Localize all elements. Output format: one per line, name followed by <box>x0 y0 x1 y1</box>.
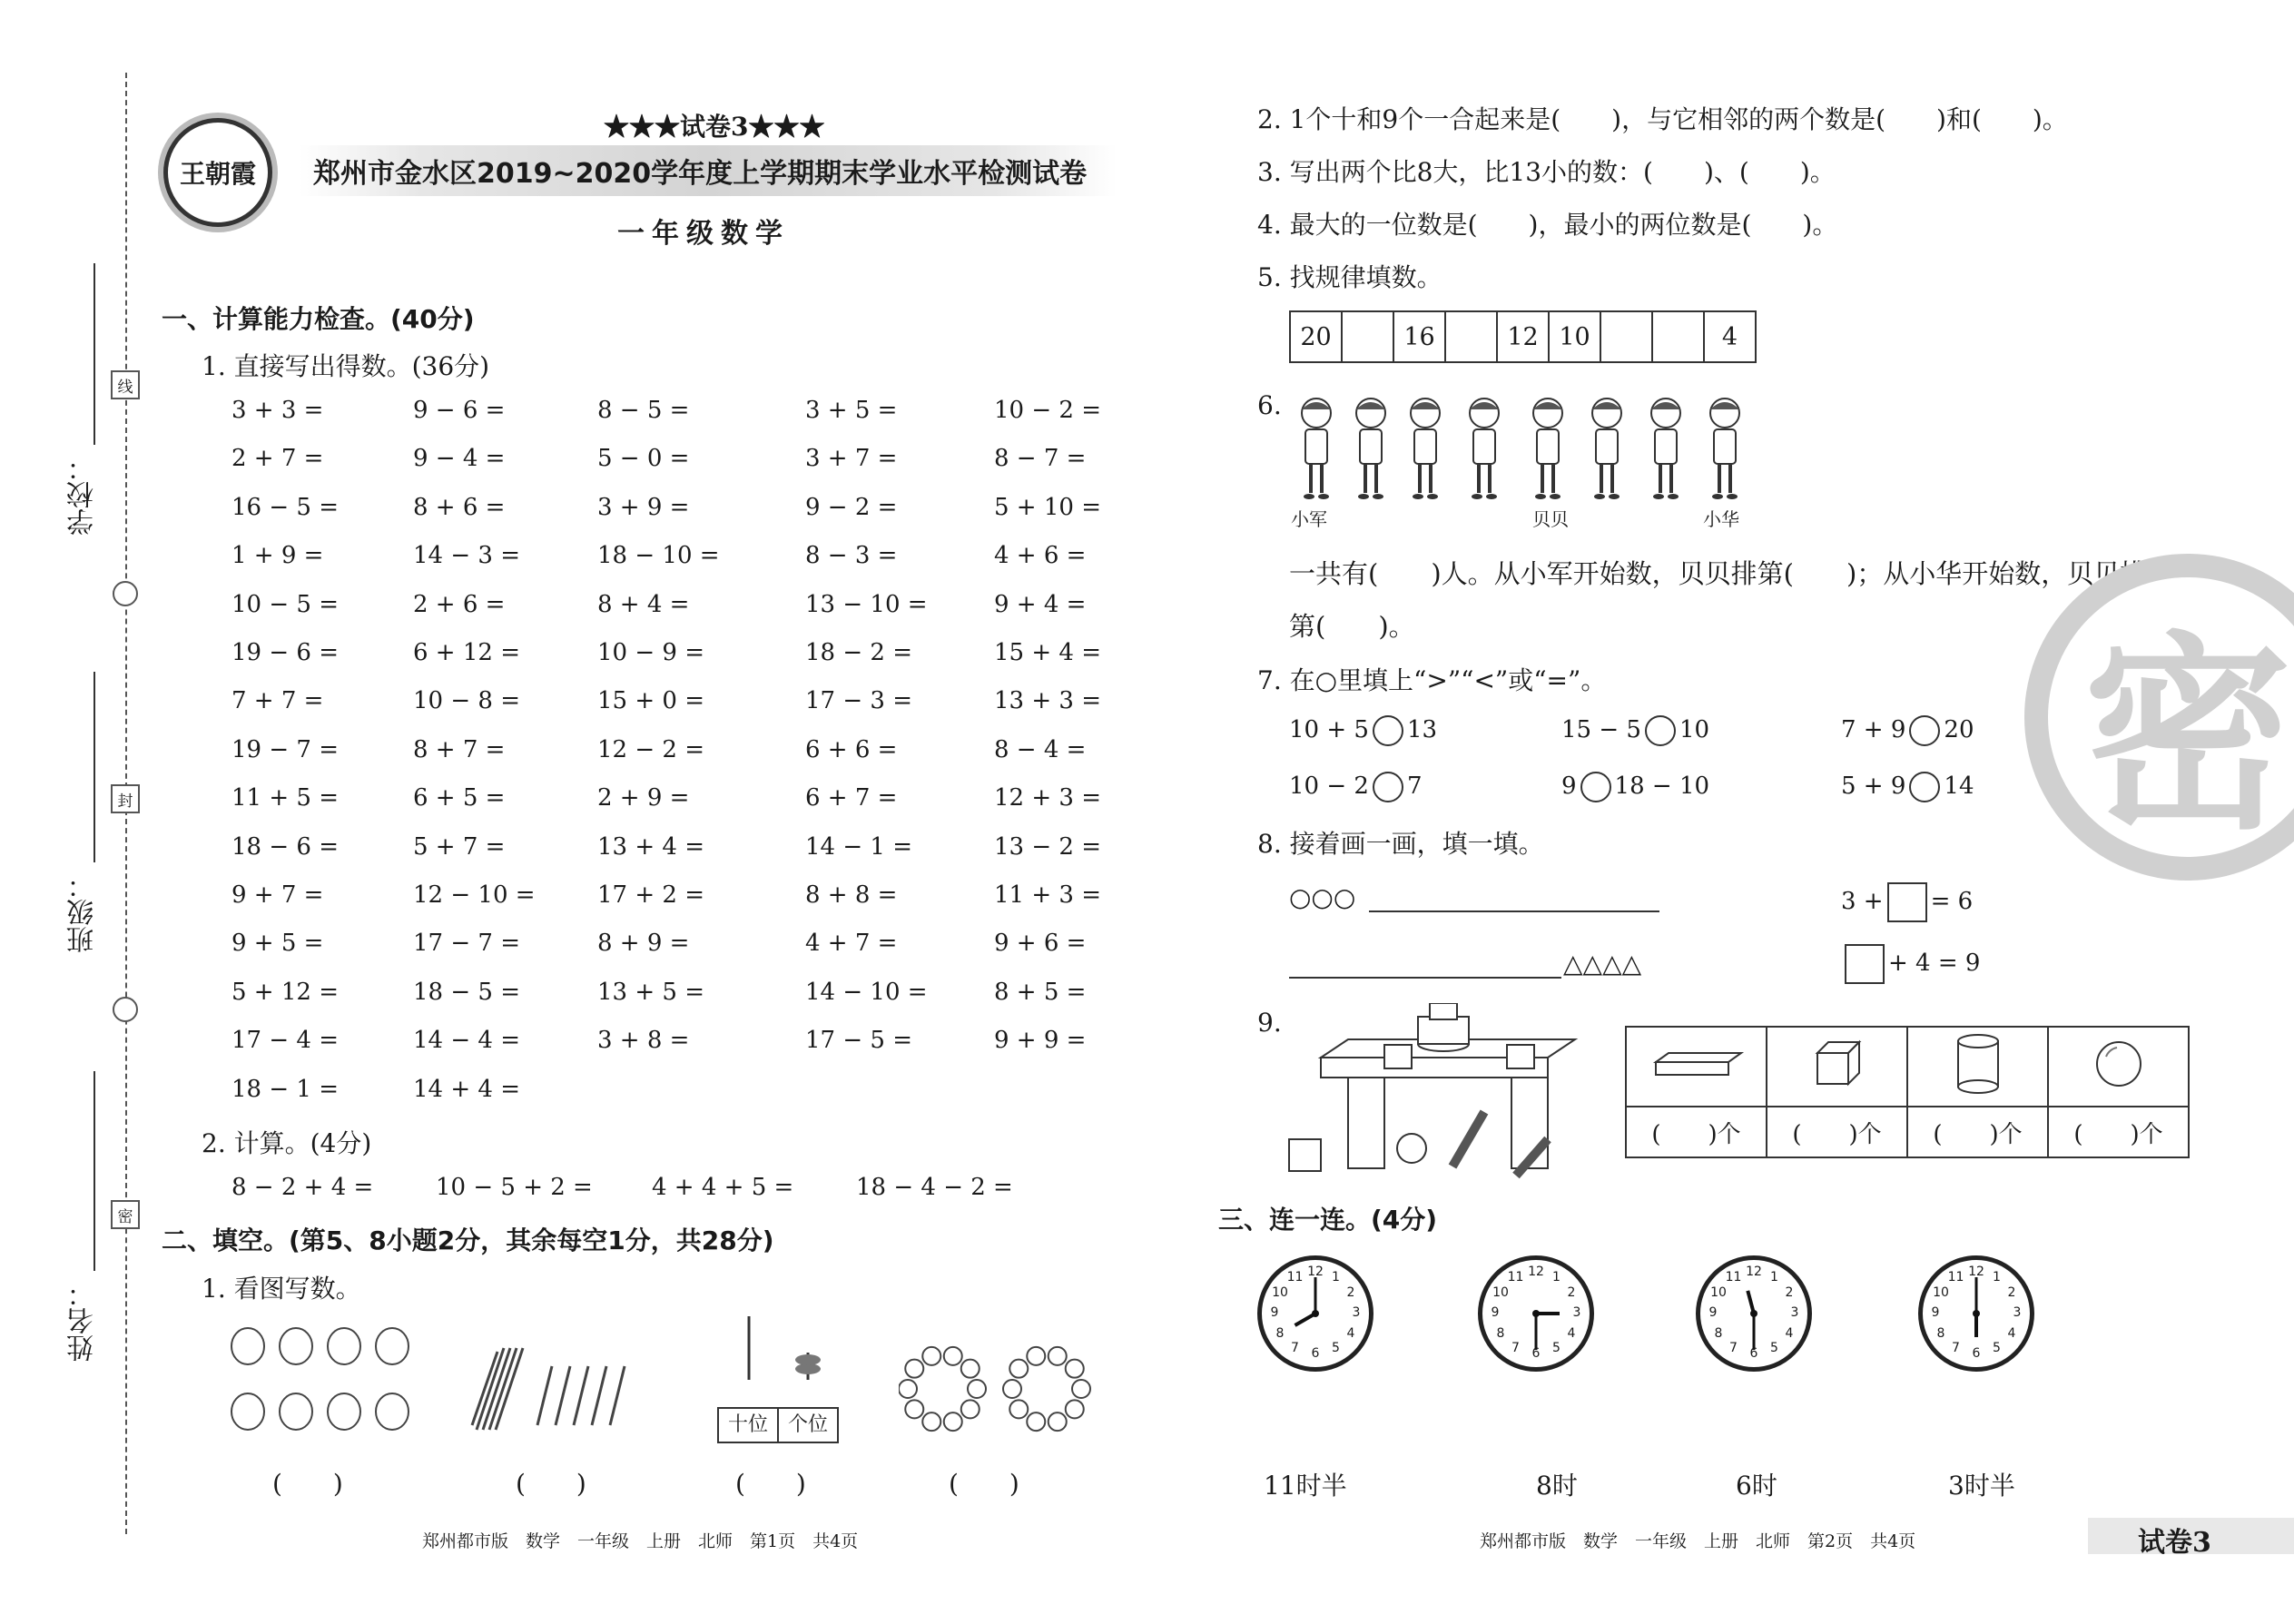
binding-knot-icon <box>113 997 138 1022</box>
compare-circle[interactable] <box>1373 772 1403 802</box>
calc-item: 19 − 7 = <box>231 735 339 763</box>
calc-item: 14 − 1 = <box>805 832 912 861</box>
publisher-logo: 王朝霞 <box>163 118 272 227</box>
calc-item: 4 + 6 = <box>994 542 1087 570</box>
section-2-title: 二、填空。(第5、8小题2分，其余每空1分，共28分) <box>162 1225 774 1255</box>
q2-8: 8. 接着画一画，填一填。 <box>1257 829 1544 859</box>
calc-item: 3 + 3 = <box>231 397 324 424</box>
calc-item: 9 + 5 = <box>231 930 324 958</box>
child-figure-icon <box>1528 395 1566 504</box>
calc-item: 6 + 5 = <box>413 784 506 812</box>
calc-item: 18 − 10 = <box>597 542 720 570</box>
child-figure-icon <box>1587 395 1625 504</box>
compare-circle[interactable] <box>1580 772 1611 802</box>
mixed-calc-1: 8 − 2 + 4 = <box>231 1174 374 1201</box>
cylinder-icon <box>1907 1027 2048 1107</box>
seal-char-xian: 线 <box>111 370 140 399</box>
q2-6-number: 6. <box>1257 390 1282 420</box>
q2-4: 4. 最大的一位数是( )，最小的两位数是( )。 <box>1257 210 1838 240</box>
clock-face-icon[interactable]: 1 2 3 4 5 6 7 8 9 10 11 12 <box>1257 1255 1373 1372</box>
child-figure-icon <box>1296 395 1334 504</box>
abacus-picture <box>717 1316 844 1380</box>
blank-beads[interactable]: ( ) <box>949 1469 1019 1499</box>
calc-item: 18 − 6 = <box>231 832 339 861</box>
calc-item: 3 + 7 = <box>805 445 898 473</box>
q2-9-number: 9. <box>1257 1008 1282 1038</box>
exam-number: ★★★试卷3★★★ <box>604 112 825 142</box>
compare-3: 7 + 9 20 <box>1841 715 1974 746</box>
calc-item: 10 − 5 = <box>231 590 339 618</box>
class-write-line <box>94 672 95 862</box>
calc-item: 9 + 4 = <box>994 590 1087 618</box>
calc-item: 9 − 2 = <box>805 493 898 521</box>
child-figure-icon <box>1646 395 1684 504</box>
calc-item: 9 − 6 = <box>413 397 506 424</box>
calc-item: 11 + 5 = <box>231 784 339 812</box>
q2-7: 7. 在○里填上“>”“<”或“=”。 <box>1257 665 1607 695</box>
sphere-icon <box>2048 1027 2189 1107</box>
q2-3: 3. 写出两个比8大，比13小的数：( )、( )。 <box>1257 157 1836 187</box>
calc-item: 17 − 7 = <box>413 930 520 958</box>
calc-item: 9 + 7 = <box>231 881 324 909</box>
blank-abacus[interactable]: ( ) <box>735 1469 806 1499</box>
calc-item: 1 + 9 = <box>231 542 324 570</box>
footer-right: 郑州都市版 数学 一年级 上册 北师 第2页 共4页 <box>1480 1531 1916 1551</box>
calc-item: 4 + 7 = <box>805 930 898 958</box>
triangle-pattern: △△△△ <box>1563 949 1642 979</box>
compare-1: 10 + 5 13 <box>1289 715 1437 746</box>
sequence-cell: 20 <box>1290 311 1342 362</box>
pattern-sequence-table <box>1289 310 1757 363</box>
circle-draw-line[interactable] <box>1369 910 1659 912</box>
name-write-line <box>94 1071 95 1271</box>
sequence-cell[interactable] <box>1600 311 1652 362</box>
calc-item: 15 + 0 = <box>597 687 704 715</box>
chicks-picture <box>225 1321 416 1439</box>
calc-item: 10 − 2 = <box>994 397 1101 424</box>
exam-title: 郑州市金水区2019~2020学年度上学期期末学业水平检测试卷 <box>313 158 1088 190</box>
sequence-cell[interactable] <box>1445 311 1497 362</box>
time-label-2[interactable]: 8时 <box>1536 1471 1578 1501</box>
calc-item: 15 + 4 = <box>994 639 1101 666</box>
calc-item: 10 − 8 = <box>413 687 520 715</box>
calc-item: 8 + 6 = <box>413 493 506 521</box>
clock-face-icon[interactable]: 1 2 3 4 5 6 7 8 9 10 11 12 <box>1478 1255 1594 1372</box>
name-beibei: 贝贝 <box>1532 508 1569 530</box>
compare-circle[interactable] <box>1373 715 1403 746</box>
calc-item: 8 + 8 = <box>805 881 898 909</box>
fill-eq-1: 3 + = 6 <box>1841 882 1973 922</box>
calc-item: 10 − 9 = <box>597 639 704 666</box>
compare-2: 15 − 5 10 <box>1561 715 1709 746</box>
q2-1-title: 1. 看图写数。 <box>202 1274 361 1304</box>
calc-item: 14 − 10 = <box>805 978 928 1006</box>
calc-item: 14 − 3 = <box>413 542 520 570</box>
calc-item: 6 + 12 = <box>413 639 520 666</box>
calc-item: 2 + 9 = <box>597 784 690 812</box>
count-cuboid[interactable]: ( )个 <box>1626 1107 1767 1157</box>
calc-item: 13 + 4 = <box>597 832 704 861</box>
sequence-cell: 16 <box>1393 311 1445 362</box>
class-label: 班级： <box>67 871 99 953</box>
section-3-title: 三、连一连。(4分) <box>1218 1205 1438 1235</box>
circle-pattern: ○○○ <box>1289 882 1356 912</box>
calc-item: 5 + 12 = <box>231 978 339 1006</box>
watermark-seal: 密 <box>2024 554 2294 881</box>
q2-2: 2. 1个十和9个一合起来是( )，与它相邻的两个数是( )和( )。 <box>1257 104 2068 134</box>
blocks-picture <box>1285 1003 1593 1185</box>
calc-item: 16 − 5 = <box>231 493 339 521</box>
bead-rings-picture <box>899 1339 1098 1439</box>
blank-chicks[interactable]: ( ) <box>272 1469 343 1499</box>
calc-item: 5 − 0 = <box>597 445 690 473</box>
calc-item: 13 − 10 = <box>805 590 928 618</box>
ones-label: 个位 <box>787 1413 828 1436</box>
calc-item: 8 − 3 = <box>805 542 898 570</box>
time-label-3[interactable]: 6时 <box>1736 1471 1777 1501</box>
footer-left: 郑州都市版 数学 一年级 上册 北师 第1页 共4页 <box>422 1531 859 1551</box>
calc-item: 5 + 10 = <box>994 493 1101 521</box>
calc-item: 19 − 6 = <box>231 639 339 666</box>
sequence-cell[interactable] <box>1342 311 1393 362</box>
calc-item: 12 + 3 = <box>994 784 1101 812</box>
calc-item: 13 + 5 = <box>597 978 704 1006</box>
q2-6-text-line1: 一共有( )人。从小军开始数，贝贝排第( )；从小华开始数，贝贝排 <box>1289 558 2147 589</box>
cuboid-icon <box>1626 1027 1767 1107</box>
answer-box[interactable] <box>1845 944 1885 984</box>
triangle-draw-line[interactable] <box>1289 977 1561 979</box>
section-1-title: 一、计算能力检查。(40分) <box>162 304 475 334</box>
name-xiaohua: 小华 <box>1703 508 1739 530</box>
child-figure-icon <box>1351 395 1389 504</box>
cube-icon <box>1767 1027 1907 1107</box>
calc-item: 17 + 2 = <box>597 881 704 909</box>
abacus-label-box <box>717 1407 839 1443</box>
calc-item: 14 − 4 = <box>413 1027 520 1055</box>
calc-item: 18 − 1 = <box>231 1075 339 1103</box>
child-figure-icon <box>1464 395 1502 504</box>
calc-item: 14 + 4 = <box>413 1075 520 1103</box>
child-figure-icon <box>1705 395 1743 504</box>
clock-face-icon[interactable]: 1 2 3 4 5 6 7 8 9 10 11 12 <box>1918 1255 2034 1372</box>
calc-item: 9 + 9 = <box>994 1027 1087 1055</box>
calc-item: 17 − 5 = <box>805 1027 912 1055</box>
blank-sticks[interactable]: ( ) <box>516 1469 586 1499</box>
child-figure-icon <box>1405 395 1443 504</box>
count-sphere[interactable]: ( )个 <box>2048 1107 2189 1157</box>
calc-item: 8 + 4 = <box>597 590 690 618</box>
calc-item: 11 + 3 = <box>994 881 1101 909</box>
mixed-calc-4: 18 − 4 − 2 = <box>856 1174 1013 1201</box>
calc-item: 3 + 9 = <box>597 493 690 521</box>
school-label: 学校： <box>67 454 99 536</box>
calc-item: 2 + 6 = <box>413 590 506 618</box>
answer-box[interactable] <box>1887 882 1927 922</box>
calc-item: 6 + 6 = <box>805 735 898 763</box>
tens-label: 十位 <box>719 1409 779 1442</box>
calc-item: 6 + 7 = <box>805 784 898 812</box>
calc-item: 18 − 5 = <box>413 978 520 1006</box>
calc-item: 3 + 5 = <box>805 397 898 424</box>
count-cube[interactable]: ( )个 <box>1767 1107 1907 1157</box>
q2-5: 5. 找规律填数。 <box>1257 262 1442 292</box>
name-label: 姓名： <box>67 1280 99 1362</box>
calc-item: 8 − 4 = <box>994 735 1087 763</box>
time-label-1[interactable]: 11时半 <box>1264 1471 1347 1501</box>
mixed-calc-2: 10 − 5 + 2 = <box>436 1174 593 1201</box>
sequence-cell: 4 <box>1704 311 1756 362</box>
time-label-4[interactable]: 3时半 <box>1948 1471 2015 1501</box>
compare-circle[interactable] <box>1909 772 1940 802</box>
calc-item: 8 − 5 = <box>597 397 690 424</box>
clock-face-icon[interactable]: 1 2 3 4 5 6 7 8 9 10 11 12 <box>1696 1255 1812 1372</box>
compare-circle[interactable] <box>1909 715 1940 746</box>
compare-6: 5 + 9 14 <box>1841 772 1974 802</box>
q2-6-text-line2: 第( )。 <box>1289 611 1415 642</box>
calc-item: 8 + 5 = <box>994 978 1087 1006</box>
calc-item: 13 + 3 = <box>994 687 1101 715</box>
mixed-calc-3: 4 + 4 + 5 = <box>652 1174 794 1201</box>
calc-item: 13 − 2 = <box>994 832 1101 861</box>
count-cylinder[interactable]: ( )个 <box>1907 1107 2048 1157</box>
calc-item: 8 + 7 = <box>413 735 506 763</box>
calc-item: 9 + 6 = <box>994 930 1087 958</box>
calc-item: 12 − 2 = <box>597 735 704 763</box>
name-xiaojun: 小军 <box>1291 508 1327 530</box>
binding-knot-icon <box>113 581 138 606</box>
sequence-cell: 10 <box>1549 311 1600 362</box>
compare-4: 10 − 2 7 <box>1289 772 1423 802</box>
calc-item: 17 − 4 = <box>231 1027 339 1055</box>
sequence-cell: 12 <box>1497 311 1549 362</box>
school-write-line <box>94 263 95 445</box>
calc-item: 12 − 10 = <box>413 881 536 909</box>
shape-count-table <box>1625 1026 2190 1158</box>
seal-char-feng: 封 <box>111 784 140 813</box>
fill-eq-2: + 4 = 9 <box>1841 944 1980 984</box>
calc-item: 18 − 2 = <box>805 639 912 666</box>
calc-item: 7 + 7 = <box>231 687 324 715</box>
sequence-cell[interactable] <box>1652 311 1704 362</box>
compare-5: 9 18 − 10 <box>1561 772 1709 802</box>
footer-tag: 试卷3 <box>2138 1527 2211 1559</box>
calc-item: 8 − 7 = <box>994 445 1087 473</box>
q2-title: 2. 计算。(4分) <box>202 1128 372 1158</box>
seal-char-mi: 密 <box>111 1200 140 1229</box>
sticks-bundle-picture <box>463 1339 645 1439</box>
calc-item: 9 − 4 = <box>413 445 506 473</box>
calc-item: 17 − 3 = <box>805 687 912 715</box>
q1-title: 1. 直接写出得数。(36分) <box>202 351 490 381</box>
calc-item: 8 + 9 = <box>597 930 690 958</box>
calc-item: 3 + 8 = <box>597 1027 690 1055</box>
calc-item: 5 + 7 = <box>413 832 506 861</box>
calc-item: 2 + 7 = <box>231 445 324 473</box>
compare-circle[interactable] <box>1645 715 1676 746</box>
subject-title: 一年级数学 <box>617 218 790 250</box>
